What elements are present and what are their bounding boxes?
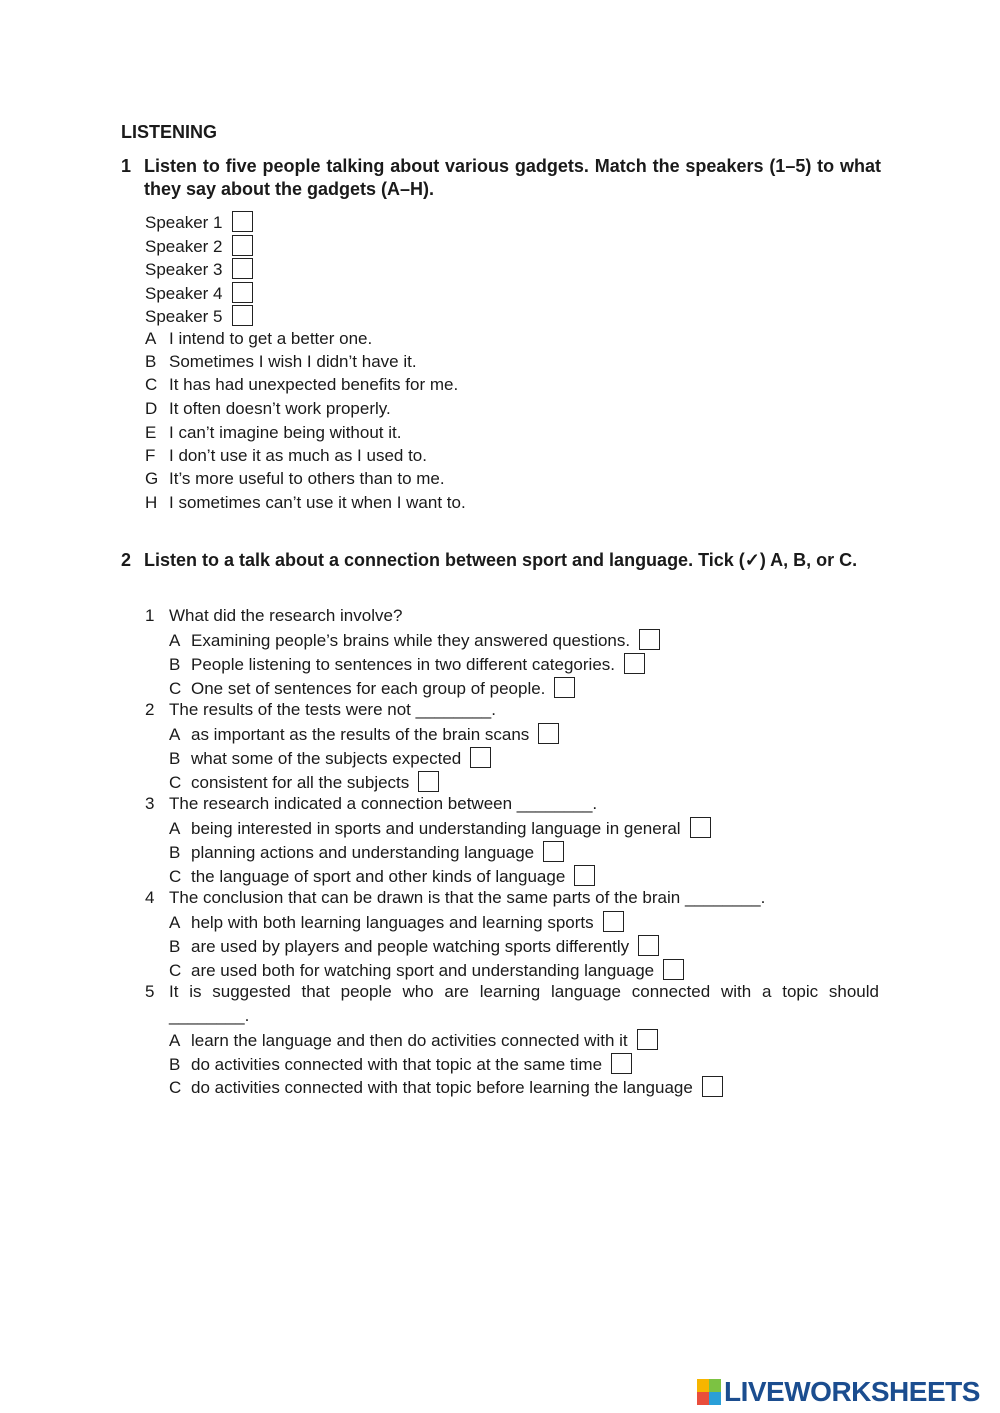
question-text: The results of the tests were not ________. <box>169 700 496 719</box>
choice-text: learn the language and then do activities connected with it <box>191 1031 628 1050</box>
choice-letter: C <box>169 679 182 698</box>
speaker-label: Speaker 5 <box>145 307 223 326</box>
speaker-label: Speaker 4 <box>145 284 223 303</box>
option-letter: G <box>145 469 159 488</box>
choice-letter: B <box>169 843 181 862</box>
choice-text: what some of the subjects expected <box>191 749 462 768</box>
option-text: Sometimes I wish I didn’t have it. <box>169 352 417 371</box>
option-text: I don’t use it as much as I used to. <box>169 446 427 465</box>
tick-box-q3-a[interactable] <box>690 817 711 838</box>
option-text: It’s more useful to others than to me. <box>169 469 445 488</box>
speaker-label: Speaker 2 <box>145 237 223 256</box>
choice-row <box>169 817 711 839</box>
choice-text: are used both for watching sport and understanding language <box>191 961 655 980</box>
tick-box-q3-b[interactable] <box>543 841 564 862</box>
choice-row <box>169 629 660 651</box>
option-letter: A <box>145 329 157 348</box>
choice-row <box>169 865 595 887</box>
choice-text: as important as the results of the brain scans <box>191 725 530 744</box>
choice-letter: B <box>169 749 181 768</box>
choice-row <box>169 747 491 769</box>
choice-row <box>169 723 559 745</box>
tick-box-q2-c[interactable] <box>418 771 439 792</box>
answer-box-speaker-3[interactable] <box>232 258 253 279</box>
choice-text: do activities connected with that topic before learning the language <box>191 1078 693 1097</box>
tick-box-q3-c[interactable] <box>574 865 595 886</box>
tick-box-q5-c[interactable] <box>702 1076 723 1097</box>
choice-row <box>169 935 659 957</box>
option-item <box>145 352 417 372</box>
q1-heading <box>121 155 881 201</box>
choice-text: planning actions and understanding language <box>191 843 535 862</box>
question-number: 4 <box>145 888 155 907</box>
q2-heading <box>121 549 881 572</box>
choice-letter: A <box>169 631 181 650</box>
choice-row <box>169 677 575 699</box>
option-letter: B <box>145 352 157 371</box>
choice-letter: A <box>169 1031 181 1050</box>
logo-square <box>697 1392 709 1405</box>
choice-letter: A <box>169 913 181 932</box>
speaker-row <box>145 282 253 304</box>
option-letter: F <box>145 446 156 465</box>
question-item <box>145 982 879 1029</box>
option-letter: H <box>145 493 158 512</box>
choice-row <box>169 841 564 863</box>
q2-instruction: Listen to a talk about a connection between sport and language. Tick (✓) A, B, or C. <box>144 550 858 570</box>
question-item <box>145 888 765 908</box>
logo-square <box>709 1392 721 1405</box>
speaker-row <box>145 258 253 280</box>
choice-letter: A <box>169 819 181 838</box>
q1-number: 1 <box>121 156 132 176</box>
option-letter: E <box>145 423 157 442</box>
choice-letter: C <box>169 773 182 792</box>
choice-row <box>169 653 645 675</box>
liveworksheets-logo <box>697 1378 980 1406</box>
choice-text: are used by players and people watching sports differently <box>191 937 630 956</box>
option-item <box>145 493 466 513</box>
option-item <box>145 329 372 349</box>
choice-letter: C <box>169 1078 182 1097</box>
question-text: What did the research involve? <box>169 606 403 625</box>
choice-letter: A <box>169 725 181 744</box>
speaker-label: Speaker 1 <box>145 213 223 232</box>
question-number: 1 <box>145 606 155 625</box>
choice-text: Examining people’s brains while they answered questions. <box>191 631 631 650</box>
choice-text: consistent for all the subjects <box>191 773 410 792</box>
choice-text: People listening to sentences in two different categories. <box>191 655 616 674</box>
question-blank: ________. <box>169 1006 250 1025</box>
tick-box-q5-b[interactable] <box>611 1053 632 1074</box>
question-text: It is suggested that people who are learning language connected with a topic should <box>169 982 879 1001</box>
question-text: The conclusion that can be drawn is that the same parts of the brain ________. <box>169 888 766 907</box>
tick-box-q2-a[interactable] <box>538 723 559 744</box>
tick-box-q1-a[interactable] <box>639 629 660 650</box>
choice-row <box>169 1076 723 1098</box>
option-item <box>145 399 391 419</box>
tick-box-q4-b[interactable] <box>638 935 659 956</box>
logo-square <box>697 1379 709 1392</box>
speaker-row <box>145 235 253 257</box>
speaker-row <box>145 211 253 233</box>
question-item <box>145 700 496 720</box>
q2-number: 2 <box>121 550 132 570</box>
choice-letter: C <box>169 867 182 886</box>
option-item <box>145 446 427 466</box>
choice-letter: B <box>169 655 181 674</box>
question-number: 5 <box>145 982 155 1001</box>
section-title: LISTENING <box>121 122 218 142</box>
choice-letter: B <box>169 937 181 956</box>
q1-instruction: Listen to five people talking about various gadgets. Match the speakers (1–5) to what they say about the gadgets (A–H). <box>144 156 881 199</box>
choice-text: help with both learning languages and learning sports <box>191 913 594 932</box>
choice-text: do activities connected with that topic at the same time <box>191 1055 603 1074</box>
choice-text: One set of sentences for each group of people. <box>191 679 546 698</box>
tick-box-q4-c[interactable] <box>663 959 684 980</box>
speaker-label: Speaker 3 <box>145 260 223 279</box>
tick-box-q4-a[interactable] <box>603 911 624 932</box>
choice-row <box>169 911 624 933</box>
option-text: I sometimes can’t use it when I want to. <box>169 493 466 512</box>
choice-letter: C <box>169 961 182 980</box>
answer-box-speaker-1[interactable] <box>232 211 253 232</box>
question-item <box>145 606 402 626</box>
choice-row <box>169 1053 632 1075</box>
option-item <box>145 469 445 489</box>
option-text: I can’t imagine being without it. <box>169 423 402 442</box>
option-text: It has had unexpected benefits for me. <box>169 375 459 394</box>
option-text: It often doesn’t work properly. <box>169 399 391 418</box>
choice-letter: B <box>169 1055 181 1074</box>
tick-box-q2-b[interactable] <box>470 747 491 768</box>
choice-row <box>169 771 439 793</box>
option-item <box>145 375 458 395</box>
option-letter: D <box>145 399 158 418</box>
choice-text: the language of sport and other kinds of language <box>191 867 566 886</box>
logo-text: LIVEWORKSHEETS <box>724 1376 980 1407</box>
choice-row <box>169 959 684 981</box>
option-item <box>145 423 401 443</box>
choice-text: being interested in sports and understanding language in general <box>191 819 681 838</box>
tick-box-q5-a[interactable] <box>637 1029 658 1050</box>
tick-box-q1-c[interactable] <box>554 677 575 698</box>
question-item <box>145 794 597 814</box>
logo-square <box>709 1379 721 1392</box>
question-number: 2 <box>145 700 155 719</box>
choice-row <box>169 1029 658 1051</box>
option-letter: C <box>145 375 158 394</box>
question-number: 3 <box>145 794 155 813</box>
tick-box-q1-b[interactable] <box>624 653 645 674</box>
question-text: The research indicated a connection between ________. <box>169 794 598 813</box>
answer-box-speaker-4[interactable] <box>232 282 253 303</box>
answer-box-speaker-5[interactable] <box>232 305 253 326</box>
speaker-row <box>145 305 253 327</box>
answer-box-speaker-2[interactable] <box>232 235 253 256</box>
liveworksheets-logo-icon <box>697 1379 721 1405</box>
option-text: I intend to get a better one. <box>169 329 373 348</box>
